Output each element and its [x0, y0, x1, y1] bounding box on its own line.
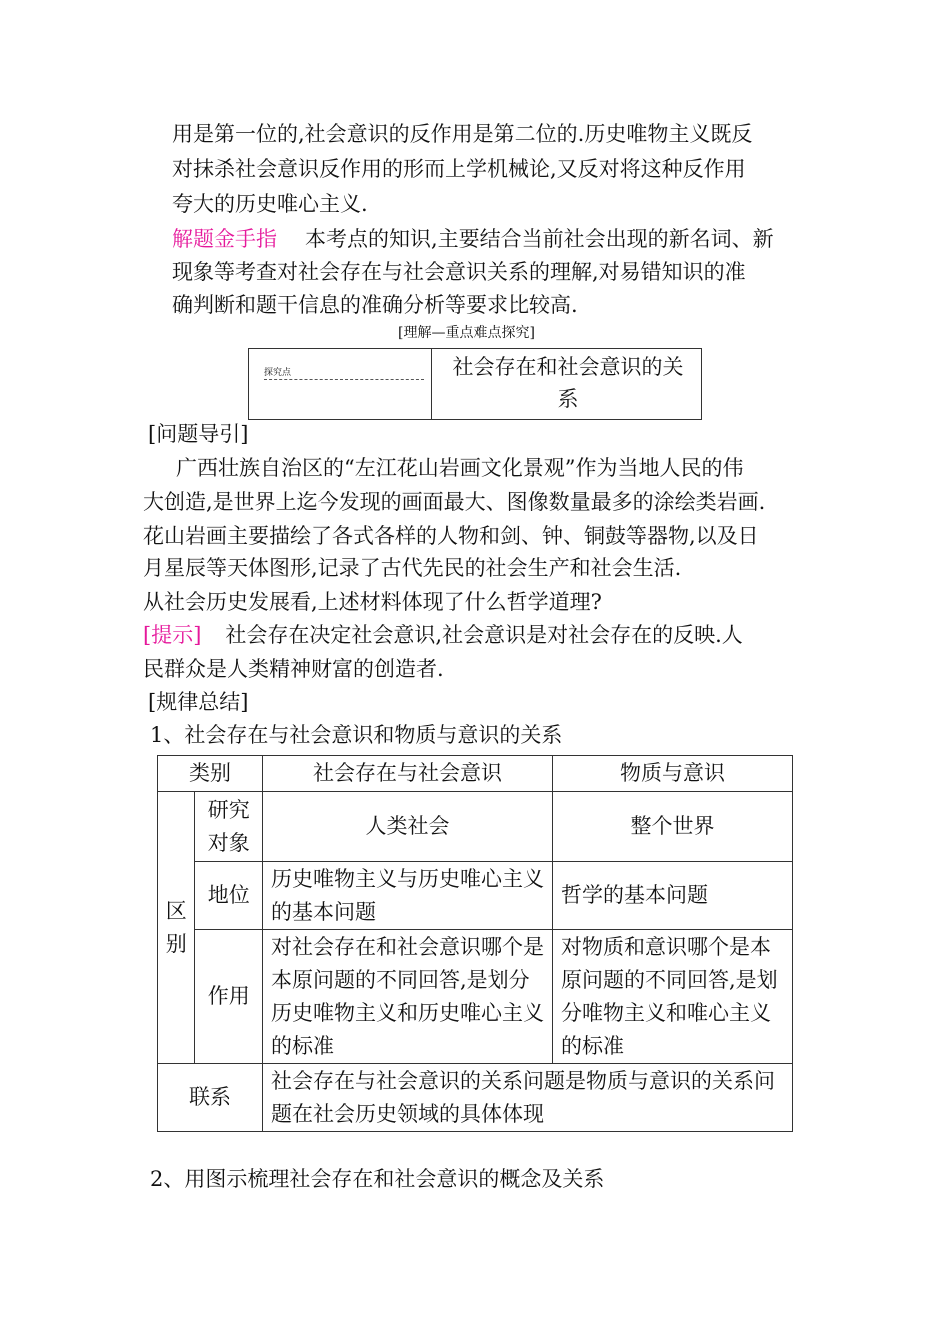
group-label: 区别	[158, 792, 195, 1064]
intro-line: 用是第一位的,社会意识的反作用是第二位的.历史唯物主义既反	[172, 122, 753, 146]
tip-label: 解题金手指	[172, 227, 277, 251]
question-line: 月星辰等天体图形,记录了古代先民的社会生产和社会生活.	[143, 556, 682, 580]
topic-box	[248, 348, 702, 420]
table-cell: 哲学的基本问题	[553, 862, 793, 930]
point-2: 2、用图示梳理社会存在和社会意识的概念及关系	[150, 1167, 605, 1191]
table-cell: 人类社会	[263, 792, 553, 862]
tip-text: 本考点的知识,主要结合当前社会出现的新名词、新	[305, 227, 774, 251]
hint-line: 民群众是人类精神财富的创造者.	[143, 657, 444, 681]
hint-label: [提示]	[143, 623, 202, 647]
table-header: 类别	[158, 756, 263, 792]
link-text: 社会存在与社会意识的关系问题是物质与意识的关系问题在社会历史领域的具体体现	[263, 1064, 793, 1132]
point-1: 1、社会存在与社会意识和物质与意识的关系	[150, 723, 563, 747]
question-line: 广西壮族自治区的“左江花山岩画文化景观”作为当地人民的伟	[176, 456, 744, 480]
row-label: 研究对象	[195, 792, 263, 862]
topic-title: 社会存在和社会意识的关 系	[452, 355, 684, 411]
table-cell: 对物质和意识哪个是本原问题的不同回答,是划分唯物主义和唯心主义的标准	[553, 930, 793, 1064]
question-line: 花山岩画主要描绘了各式各样的人物和剑、钟、铜鼓等器物,以及日	[143, 524, 759, 548]
hint-line	[143, 621, 743, 649]
question-line: 大创造,是世界上迄今发现的画面最大、图像数量最多的涂绘类岩画.	[143, 490, 766, 514]
section-heading: [理解—重点难点探究]	[398, 325, 535, 341]
hint-text: 社会存在决定社会意识,社会意识是对社会存在的反映.人	[225, 623, 743, 647]
topic-tag: 探究点	[264, 368, 424, 380]
comparison-table	[157, 755, 793, 1132]
table-cell: 整个世界	[553, 792, 793, 862]
table-cell: 历史唯物主义与历史唯心主义的基本问题	[263, 862, 553, 930]
link-label: 联系	[158, 1064, 263, 1132]
table-header: 社会存在与社会意识	[263, 756, 553, 792]
row-label: 作用	[195, 930, 263, 1064]
tip-line	[172, 225, 774, 253]
topic-divider	[431, 349, 432, 419]
table-cell: 对社会存在和社会意识哪个是本原问题的不同回答,是划分历史唯物主义和历史唯心主义的标准	[263, 930, 553, 1064]
summary-label: [规律总结]	[148, 690, 249, 714]
intro-line: 对抹杀社会意识反作用的形而上学机械论,又反对将这种反作用	[172, 157, 746, 181]
row-label: 地位	[195, 862, 263, 930]
question-line: 从社会历史发展看,上述材料体现了什么哲学道理?	[143, 590, 602, 614]
question-guide-label: [问题导引]	[148, 422, 249, 446]
tip-line: 确判断和题干信息的准确分析等要求比较高.	[172, 293, 578, 317]
table-header: 物质与意识	[553, 756, 793, 792]
intro-line: 夸大的历史唯心主义.	[172, 192, 368, 216]
tip-line: 现象等考查对社会存在与社会意识关系的理解,对易错知识的准	[172, 260, 746, 284]
